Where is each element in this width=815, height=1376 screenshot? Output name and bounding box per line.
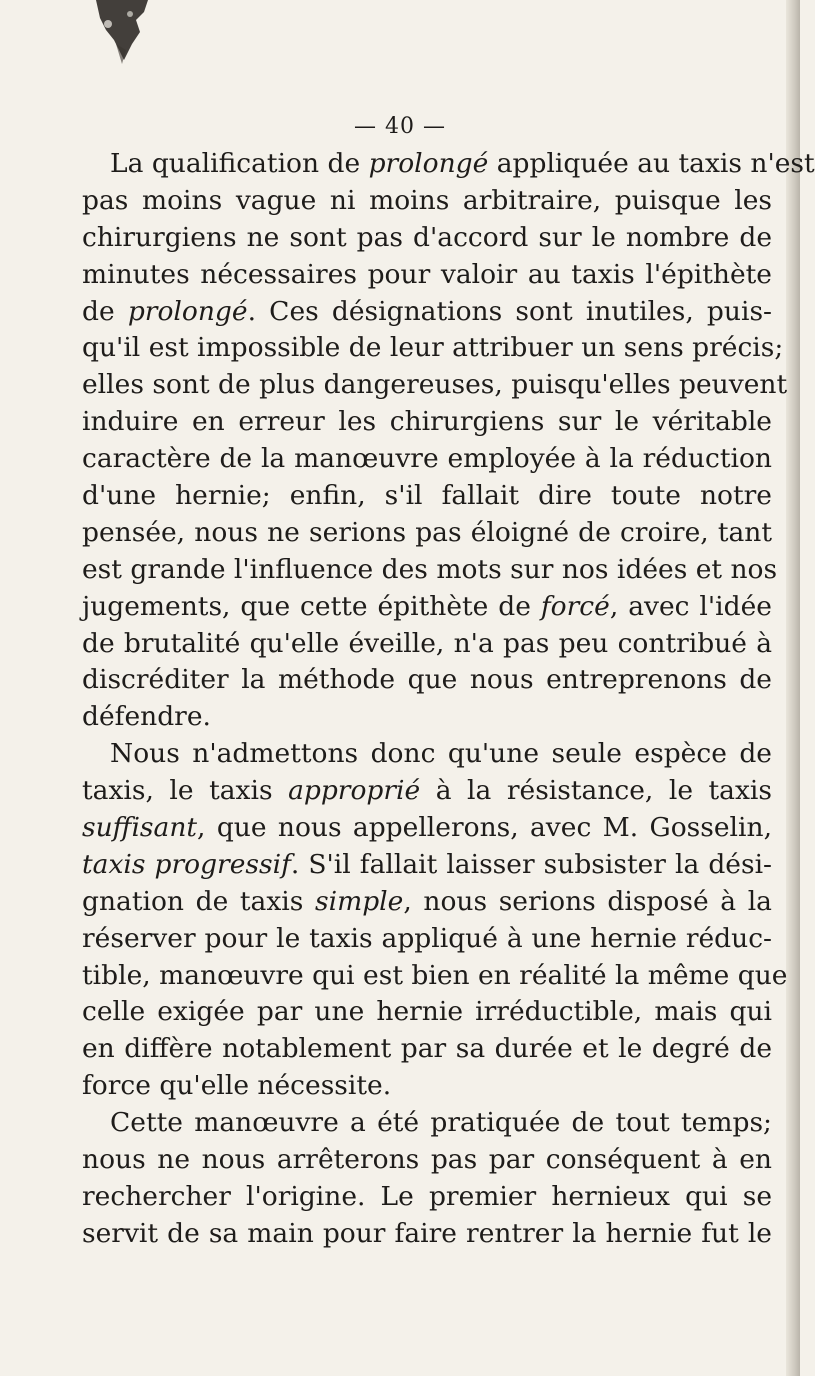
text-run: d'une hernie; enfin, s'il fallait dire toute notre <box>82 480 772 512</box>
text-run: qu'il est impossible de leur attribuer un sens précis; <box>82 332 784 364</box>
text-line <box>82 294 772 331</box>
text-line <box>82 220 772 257</box>
text-run: en diffère notablement par sa durée et le degré de <box>82 1033 772 1065</box>
text-run: à la résistance, le taxis <box>420 775 772 807</box>
italic-term: forcé <box>540 590 610 622</box>
text-run: celle exigée par une hernie irréductible, mais qui <box>82 996 772 1028</box>
text-line <box>82 330 784 367</box>
text-line <box>82 404 772 441</box>
italic-term: taxis progressif <box>82 848 291 880</box>
text-run: elles sont de plus dangereuses, puisqu'elles peuvent <box>82 369 788 401</box>
text-run: nous ne nous arrêterons pas par conséquent à en <box>82 1144 772 1176</box>
text-line <box>82 810 772 847</box>
text-run: minutes nécessaires pour valoir au taxis l'épithète <box>82 258 772 290</box>
text-line <box>82 441 772 478</box>
text-run: défendre. <box>82 701 211 733</box>
text-run: jugements, que cette épithète de <box>82 590 541 622</box>
italic-term: approprié <box>288 775 421 807</box>
text-line <box>82 662 772 699</box>
text-run: induire en erreur les chirurgiens sur le véritable <box>82 406 772 438</box>
text-run: réserver pour le taxis appliqué à une hernie réduc- <box>82 922 772 954</box>
text-line <box>82 1068 772 1105</box>
text-line <box>82 847 772 884</box>
text-run: appliquée au taxis n'est <box>488 148 815 179</box>
text-run: pensée, nous ne serions pas éloigné de croire, tant <box>82 516 772 548</box>
text-line <box>82 257 772 294</box>
text-line <box>82 921 772 958</box>
text-line <box>82 736 772 773</box>
text-run: Cette manœuvre a été pratiquée de tout temps; <box>110 1107 772 1139</box>
text-run: La qualification de <box>110 148 369 179</box>
text-run: de <box>82 295 128 327</box>
text-run: gnation de taxis <box>82 885 315 917</box>
italic-term: prolongé <box>368 148 489 179</box>
text-run: , nous serions disposé à la <box>403 885 772 917</box>
text-run: tible, manœuvre qui est bien en réalité la même que <box>82 959 788 991</box>
text-run: Nous n'admettons donc qu'une seule espèce de <box>110 738 772 770</box>
text-line <box>82 515 772 552</box>
text-line <box>82 699 772 736</box>
text-run: caractère de la manœuvre employée à la réduction <box>82 443 772 475</box>
text-run: taxis, le taxis <box>82 775 289 807</box>
text-line <box>82 884 772 921</box>
text-line <box>82 994 772 1031</box>
text-run: pas moins vague ni moins arbitraire, puisque les <box>82 184 772 216</box>
text-run: , avec l'idée <box>609 590 772 622</box>
text-line <box>82 1216 772 1253</box>
text-line <box>82 958 788 995</box>
text-line <box>82 589 772 626</box>
text-line <box>82 552 778 589</box>
text-line <box>82 478 772 515</box>
text-run: discréditer la méthode que nous entreprenons de <box>82 664 772 696</box>
text-line <box>82 183 772 220</box>
text-line <box>82 773 772 810</box>
text-line <box>82 146 815 183</box>
text-line <box>82 1105 772 1142</box>
text-run: rechercher l'origine. Le premier hernieux qui se <box>82 1180 772 1212</box>
italic-term: prolongé <box>127 295 248 327</box>
text-run: servit de sa main pour faire rentrer la hernie fut le <box>82 1217 772 1249</box>
text-run: chirurgiens ne sont pas d'accord sur le nombre de <box>82 221 772 253</box>
text-line <box>82 1179 772 1216</box>
text-line <box>82 1031 772 1068</box>
italic-term: simple <box>315 885 404 917</box>
text-line <box>82 1142 772 1179</box>
text-run: , que nous appellerons, avec M. Gosselin, <box>197 812 772 844</box>
text-run: force qu'elle nécessite. <box>82 1070 392 1102</box>
text-run: . Ces désignations sont inutiles, puis- <box>247 295 772 327</box>
page-number: — 40 — <box>354 114 446 139</box>
body-text <box>82 146 815 1253</box>
text-run: . S'il fallait laisser subsister la dési- <box>290 848 773 880</box>
text-run: de brutalité qu'elle éveille, n'a pas peu contribué à <box>82 627 772 659</box>
ink-blot-decoration <box>86 0 158 70</box>
page-edge-shadow <box>786 0 800 1376</box>
text-line <box>82 626 772 663</box>
text-run: est grande l'influence des mots sur nos idées et nos <box>82 553 778 585</box>
italic-term: suffisant <box>82 812 198 844</box>
text-line <box>82 367 788 404</box>
